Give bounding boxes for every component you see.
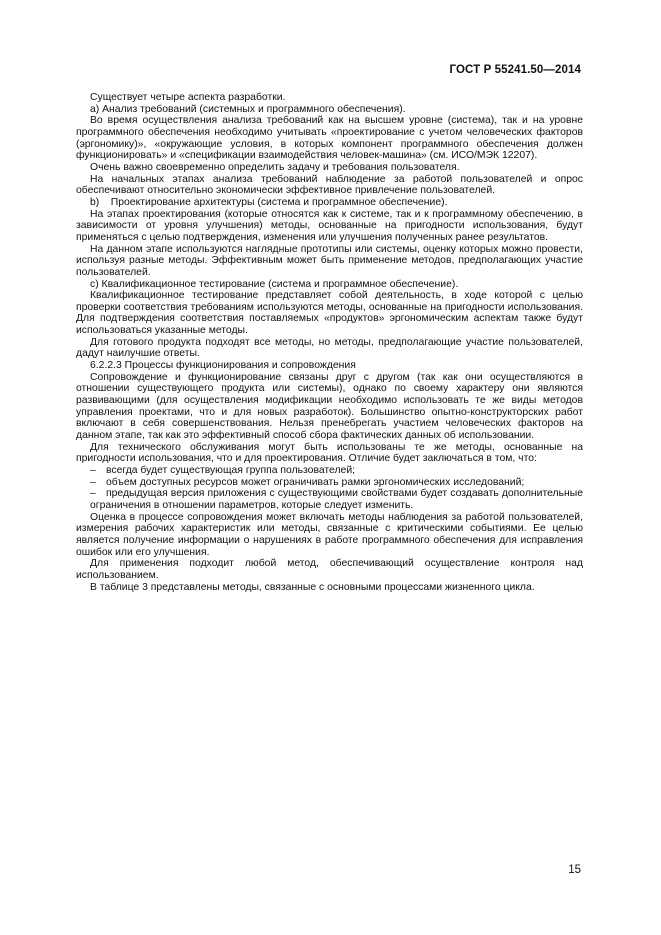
paragraph-requirements-analysis: Во время осуществления анализа требований как на высшем уровне (система), так и на уровне программного обеспечения необходимо учитывать «проектирование с учетом человеческих факторов (эргономику)», «окружающие условия, в которых компонент программного обеспечения должен функционировать» и «спецификации взаимодействия человек-машина» (см. ИСО/МЭК 12207). xyxy=(76,115,583,162)
document-body xyxy=(76,92,583,593)
list-item xyxy=(76,488,583,511)
list-item-text: всегда будет существующая группа пользователей; xyxy=(106,465,356,476)
list-item-text: объем доступных ресурсов может ограничивать рамки эргономических исследований; xyxy=(106,476,525,488)
paragraph-table-reference: В таблице 3 представлены методы, связанные с основными процессами жизненного цикла. xyxy=(90,581,535,593)
paragraph-prototypes: На данном этапе используются наглядные прототипы или системы, оценку которых можно провести, используя разные методы. Эффективным может быть применение методов, предполагающих участие пользователей. xyxy=(76,243,583,278)
paragraph-initial-stages: На начальных этапах анализа требований наблюдение за работой пользователей и опрос обеспечивают относительно экономически эффективное привлечение пользователей. xyxy=(76,173,583,197)
list-item xyxy=(76,477,583,489)
paragraph-finished-product: Для готового продукта подходят все методы, но методы, предполагающие участие пользователей, дадут наилучшие ответы. xyxy=(76,336,583,360)
dash-marker: – xyxy=(90,465,96,476)
paragraph-user-task: Очень важно своевременно определить задачу и требования пользователя. xyxy=(90,161,460,173)
paragraph-technical-service: Для технического обслуживания могут быть использованы те же методы, основанные на пригодности использования, что и для проектирования. Отличие будет заключаться в том, что: xyxy=(76,441,583,465)
paragraph-item-a: а) Анализ требований (системных и программного обеспечения). xyxy=(90,103,406,115)
paragraph-qualification-testing: Квалификационное тестирование представляет собой деятельность, в ходе которой с целью проверки соответствия требованиям используются методы, основанные на пригодности использования. Для подтверждения соответствия поставляемых «продуктов» эргономическим аспектам также будут использоваться указанные методы. xyxy=(76,290,583,337)
paragraph-maintenance-operation: Сопровождение и функционирование связаны друг с другом (так как они осуществляются в отношении существующего продукта или системы), однако по своему характеру они являются развивающими (для осуществления модификации необходимо использовать те же виды методов управления проектами, что и для новых разработок). Большинство опытно-конструкторских работ включают в себя совершенствования. Нельзя пренебрегать участием человеческих факторов на данном этапе, так как это эффективный способ сбора фактических данных об использовании. xyxy=(76,371,583,442)
paragraph-design-stages: На этапах проектирования (которые относятся как к системе, так и к программному обеспечению, в зависимости от уровня улучшения) методы, основанные на пригодности использования, будут применяться с целью подтверждения, изменения или улучшения полученных ранее результатов. xyxy=(76,208,583,243)
dash-marker: – xyxy=(90,476,96,488)
paragraph-maintenance-evaluation: Оценка в процессе сопровождения может включать методы наблюдения за работой пользователей, измерения рабочих характеристик или методы, связанные с критическими событиями. Ее целью является получение информации о нарушениях в работе программного обеспечения для исправления ошибок или его улучшения. xyxy=(76,511,583,558)
paragraph-item-b: b) Проектирование архитектуры (система и программное обеспечение). xyxy=(90,196,448,208)
list-item-text: предыдущая версия приложения с существующими свойствами будет создавать дополнительные ограничения в отношении параметров, которые следует изменить. xyxy=(90,488,583,511)
paragraph-aspects-intro: Существует четыре аспекта разработки. xyxy=(90,92,286,103)
paragraph-any-method: Для применения подходит любой метод, обеспечивающий осуществление контроля над использованием. xyxy=(76,558,583,581)
list-item xyxy=(76,465,583,477)
page-number: 15 xyxy=(568,864,581,876)
dash-marker: – xyxy=(90,488,96,500)
standard-header: ГОСТ Р 55241.50—2014 xyxy=(449,64,581,76)
section-heading-6-2-2-3: 6.2.2.3 Процессы функционирования и сопровождения xyxy=(90,360,356,372)
paragraph-item-c: с) Квалификационное тестирование (система и программное обеспечение). xyxy=(90,278,459,290)
